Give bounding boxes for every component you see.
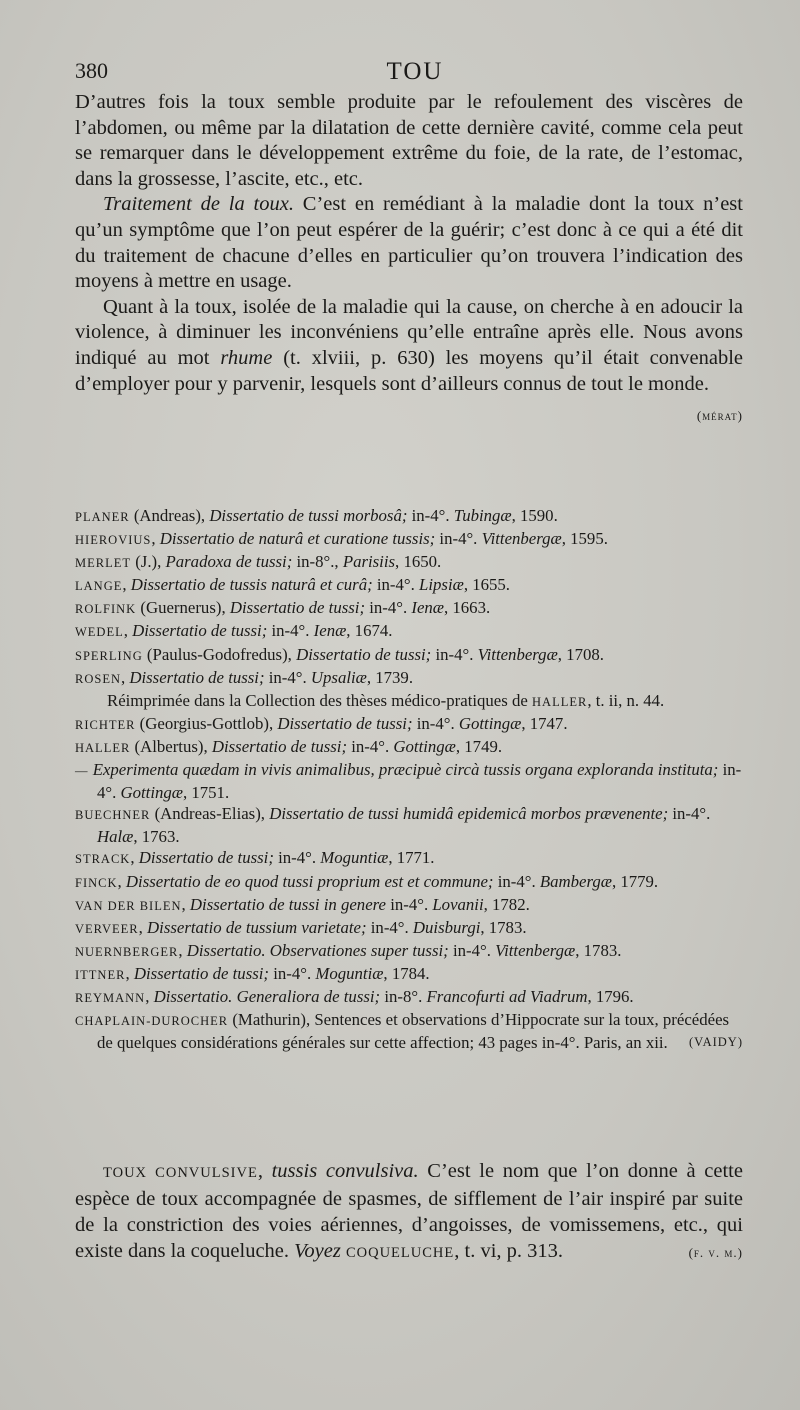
bibliography-year: , 1779. bbox=[611, 871, 659, 891]
bibliography-year: , 1708. bbox=[557, 644, 604, 664]
bibliography-entry bbox=[75, 759, 743, 803]
bibliography-title: Dissertatio de naturâ et curatione tussis; bbox=[159, 529, 436, 549]
bibliography bbox=[75, 505, 743, 1053]
bibliography-year: , 1663. bbox=[444, 598, 491, 618]
bibliography-author-detail: , bbox=[117, 871, 126, 891]
bibliography-entry bbox=[75, 551, 743, 574]
bibliography-year: , 1784. bbox=[383, 963, 430, 983]
bibliography-entry bbox=[75, 917, 743, 940]
reprint-note-tail: , t. ii, n. 44. bbox=[587, 690, 665, 710]
bibliography-format: in-4°. bbox=[366, 917, 413, 937]
bibliography-place: Halæ bbox=[97, 827, 134, 847]
bibliography-place: Bambergæ bbox=[539, 871, 612, 891]
bibliography-year: , 1590. bbox=[511, 506, 558, 525]
bibliography-title: Dissertatio de tussi; bbox=[138, 848, 274, 868]
bibliography-year: , 1796. bbox=[587, 986, 634, 1006]
paragraph-treatment-text: C’est en remédiant à la maladie dont la toux n’est qu’un symptôme que l’on peut espérer de la guérir; c’est donc à ce qui a été dit du traitement de chacune d’elles en particulier qu’on trouvera l’indication des moyens à mettre en usage. bbox=[75, 193, 743, 293]
bibliography-author: VERVEER bbox=[75, 921, 139, 936]
bibliography-entry bbox=[75, 620, 743, 643]
bibliography-author-detail: , bbox=[120, 667, 130, 687]
bibliography-author: STRACK bbox=[75, 852, 131, 867]
paragraph-causes: D’autres fois la toux semble produite par le refoulement des viscères de l’abdomen, ou même par la dilatation de cette dernière cavité, comme cela peut se remarquer dans le développement extrême du foie, de la rate, de l’estomac, dans la grossesse, l’ascite, etc., etc. bbox=[75, 91, 743, 190]
bibliography-place: Moguntiæ bbox=[315, 963, 384, 983]
author-signature-vaidy: (VAIDY) bbox=[689, 1035, 743, 1050]
bibliography-author: FINCK bbox=[75, 875, 118, 890]
bibliography-title: Dissertatio de tussi; bbox=[211, 736, 348, 756]
bibliography-author: LANGE bbox=[75, 579, 123, 594]
bibliography-title: Dissertatio de tussi morbosâ; bbox=[209, 506, 408, 525]
page-header bbox=[75, 58, 755, 88]
bibliography-place: Parisiis bbox=[342, 552, 396, 572]
reprint-note-text: Réimprimée dans la Collection des thèses médico-pratiques de bbox=[107, 690, 533, 710]
bibliography-author: REYMANN bbox=[75, 990, 146, 1005]
bibliography-year: , 1782. bbox=[483, 894, 530, 914]
bibliography-format: in-4°. bbox=[347, 736, 394, 756]
main-text bbox=[75, 90, 743, 429]
bibliography-format: in-4°. bbox=[448, 940, 496, 960]
bibliography-author-detail: (Andreas-Elias), bbox=[150, 804, 270, 824]
bibliography-title: Dissertatio de tussi humidâ epidemicâ morbos prævenente; bbox=[269, 804, 669, 824]
bibliography-title: Experimenta quædam in vivis animalibus, præcipuè circà tussis organa exploranda instituta; bbox=[92, 760, 719, 780]
bibliography-author: SPERLING bbox=[75, 648, 143, 663]
bibliography-author: ROLFINK bbox=[75, 602, 137, 617]
bibliography-place: Lipsiæ bbox=[419, 575, 464, 595]
paragraph-remedies-text-b: (t. xlviii, p. 630) les moyens qu’il était convenable d’employer pour y parvenir, lesquels sont d’ailleurs connus de tout le monde. bbox=[75, 346, 743, 395]
bibliography-author-detail: , bbox=[130, 848, 139, 868]
bibliography-title: Dissertatio. Observationes super tussi; bbox=[186, 940, 449, 960]
bibliography-place: Tubingæ bbox=[453, 506, 512, 525]
bibliography-author-detail: , bbox=[138, 917, 148, 937]
reference-tail: , t. vi, p. 313. bbox=[454, 1240, 564, 1262]
bibliography-place: Gottingæ bbox=[120, 783, 183, 803]
bibliography-author: ROSEN bbox=[75, 671, 121, 686]
bibliography-author-detail: , bbox=[123, 621, 133, 641]
bibliography-entry bbox=[75, 597, 743, 620]
bibliography-year: , 1739. bbox=[366, 667, 414, 687]
bibliography-entry bbox=[75, 528, 743, 551]
reprint-note-author: HALLER bbox=[532, 694, 588, 709]
running-head: TOU bbox=[386, 58, 444, 85]
bibliography-year: , 1749. bbox=[455, 736, 503, 756]
bibliography-place: Gottingæ bbox=[393, 736, 456, 756]
bibliography-year: , 1751. bbox=[182, 783, 230, 803]
latin-term: tussis convulsiva. bbox=[271, 1160, 419, 1182]
bibliography-author: HIEROVIUS bbox=[75, 533, 152, 548]
bibliography-format: in-4°. bbox=[412, 713, 459, 733]
bibliography-author: CHAPLAIN-DUROCHER bbox=[75, 1014, 229, 1029]
bibliography-year: , 1595. bbox=[561, 529, 608, 549]
bibliography-place: Vittenbergæ bbox=[481, 529, 562, 549]
bibliography-place: Ienæ bbox=[411, 598, 444, 618]
bibliography-author: VAN DER BILEN bbox=[75, 898, 182, 913]
bibliography-place: Ienæ bbox=[313, 621, 347, 641]
bibliography-place: Moguntiæ bbox=[320, 848, 389, 868]
bibliography-author-detail: (Albertus), bbox=[130, 736, 212, 756]
bibliography-format: in-4°. bbox=[407, 506, 454, 525]
bibliography-entry bbox=[75, 803, 743, 847]
bibliography-format: in-4°. bbox=[668, 804, 711, 824]
reprint-note bbox=[75, 690, 743, 713]
bibliography-author: PLANER bbox=[75, 510, 130, 524]
bibliography-author: — bbox=[75, 764, 89, 779]
bibliography-place: Gottingæ bbox=[458, 713, 522, 733]
cross-reference-rhume: rhume bbox=[220, 346, 273, 369]
cross-reference-coqueluche: COQUELUCHE bbox=[345, 1245, 455, 1261]
bibliography-format: in-4°. bbox=[267, 621, 314, 641]
bibliography-title: Dissertatio de tussi; bbox=[277, 713, 413, 733]
bibliography-place: Lovanii bbox=[432, 894, 484, 914]
definition-text: C’est le nom que l’on donne à cette espèce de toux accompagnée de spasmes, de sifflement de l’air inspiré par suite de la constriction des voies aériennes, d’angoisses, de vomissemens, etc., qui existe dans la coqueluche. bbox=[75, 1160, 743, 1262]
page-number: 380 bbox=[75, 58, 108, 83]
bibliography-author-detail: (Guernerus), bbox=[136, 598, 230, 618]
bibliography-year: , 1650. bbox=[395, 552, 442, 572]
bibliography-year: , 1674. bbox=[346, 621, 393, 641]
bibliography-author-detail: (Georgius-Gottlob), bbox=[135, 713, 278, 733]
section-heading-treatment: Traitement de la toux. bbox=[103, 193, 294, 216]
bibliography-entry bbox=[75, 644, 743, 667]
bibliography-entry bbox=[75, 894, 743, 917]
bibliography-year: , 1783. bbox=[480, 917, 527, 937]
bibliography-author-detail: (J.), bbox=[131, 552, 166, 572]
bibliography-title: Dissertatio de tussi; bbox=[129, 667, 265, 687]
bibliography-author: RICHTER bbox=[75, 717, 136, 732]
bibliography-entry bbox=[75, 736, 743, 759]
bibliography-entry bbox=[75, 871, 743, 894]
bibliography-format: in-4°. bbox=[264, 667, 311, 687]
voyez-label: Voyez bbox=[294, 1240, 341, 1262]
bibliography-format: in-4°. bbox=[372, 575, 420, 595]
bibliography-title: Paradoxa de tussi; bbox=[165, 552, 293, 572]
bibliography-year: , 1763. bbox=[133, 827, 180, 847]
bibliography-title: Dissertatio. Generaliora de tussi; bbox=[153, 986, 381, 1006]
bibliography-author-detail: (Andreas), bbox=[129, 506, 210, 525]
bibliography-entry bbox=[75, 986, 743, 1009]
bibliography-title: Dissertatio de tussi; bbox=[132, 621, 268, 641]
bibliography-author: WEDEL bbox=[75, 625, 124, 640]
bibliography-entry-last bbox=[75, 1009, 743, 1053]
bibliography-author: HALLER bbox=[75, 740, 131, 755]
bibliography-author-detail: , bbox=[151, 529, 160, 549]
bibliography-format: in-4°. bbox=[97, 760, 742, 803]
bibliography-entry bbox=[75, 667, 743, 690]
bibliography-format: in-4°. bbox=[493, 871, 540, 891]
bibliography-entry bbox=[75, 847, 743, 870]
bibliography-author-detail: , bbox=[178, 940, 187, 960]
author-signature-fvm: (f. v. m.) bbox=[688, 1245, 743, 1260]
bibliography-format: in-4°. bbox=[269, 963, 316, 983]
bibliography-format: in-4°. bbox=[431, 644, 478, 664]
bibliography-author: MERLET bbox=[75, 556, 131, 571]
bibliography-title: Dissertatio de eo quod tussi proprium est et commune; bbox=[125, 871, 494, 891]
bibliography-place: Francofurti ad Viadrum bbox=[426, 986, 588, 1006]
bibliography-entry bbox=[75, 713, 743, 736]
paragraph-toux-convulsive: TOUX CONVULSIVE, tussis convulsiva. C’est le nom que l’on donne à cette espèce de toux accompagnée de spasmes, de sifflement de l’air inspiré par suite de la constriction des voies aériennes, d’angoisses, de vomissemens, etc., qui existe dans la coqueluche. Voyez COQUELUCHE, t. vi, p. 313. (f. v. m.) bbox=[75, 1158, 743, 1266]
bibliography-author-detail: , bbox=[145, 986, 154, 1006]
bibliography-author: BUECHNER bbox=[75, 808, 151, 823]
bibliography-title: Dissertatio de tussi; bbox=[229, 598, 366, 618]
bibliography-year: , 1747. bbox=[521, 713, 568, 733]
paragraph-remedies-text-a: Quant à la toux, isolée de la maladie qui la cause, on cherche à en adoucir la violence, à diminuer les inconvéniens qu’elle entraîne après elle. Nous avons indiqué au mot bbox=[75, 295, 743, 369]
bibliography-format: in-4°. bbox=[365, 598, 412, 618]
bibliography-entry bbox=[75, 574, 743, 597]
bibliography-title: Dissertatio de tussis naturâ et curâ; bbox=[130, 575, 373, 595]
bibliography-place: Vittenbergæ bbox=[495, 940, 576, 960]
bibliography-author-detail: , bbox=[125, 963, 134, 983]
bibliography-entry bbox=[75, 940, 743, 963]
headword-toux-convulsive: TOUX CONVULSIVE bbox=[103, 1165, 258, 1181]
bibliography-year: , 1771. bbox=[388, 848, 435, 868]
bibliography-entry bbox=[75, 505, 743, 528]
bibliography-format: in-4°. bbox=[435, 529, 482, 549]
bibliography-text: (Mathurin), Sentences et observations d’Hippocrate sur la toux, précédées de quelques considérations générales sur cette affection; 43 pages in-4°. Paris, an xii. bbox=[97, 1010, 730, 1053]
bibliography-author-detail: , bbox=[122, 575, 131, 595]
bibliography-format: in-8°. bbox=[380, 986, 427, 1006]
paragraph-treatment bbox=[75, 192, 743, 294]
bibliography-author-detail: , bbox=[181, 894, 190, 914]
bibliography-title: Dissertatio de tussium varietate; bbox=[147, 917, 367, 937]
bibliography-place: Upsaliæ bbox=[310, 667, 367, 687]
bibliography-year: , 1655. bbox=[463, 575, 510, 595]
bibliography-entry bbox=[75, 963, 743, 986]
bibliography-place: Vittenbergæ bbox=[477, 644, 558, 664]
bibliography-title: Dissertatio de tussi; bbox=[296, 644, 432, 664]
bibliography-title: Dissertatio de tussi in genere bbox=[189, 894, 386, 914]
author-signature-merat: (mérat) bbox=[696, 408, 743, 424]
bibliography-author-detail: (Paulus-Godofredus), bbox=[142, 644, 297, 664]
entry-toux-convulsive bbox=[75, 1158, 743, 1266]
bibliography-year: , 1783. bbox=[575, 940, 622, 960]
bibliography-format: in-4°. bbox=[386, 894, 433, 914]
bibliography-format: in-4°. bbox=[273, 848, 321, 868]
bibliography-author: ITTNER bbox=[75, 967, 126, 982]
paragraph-cough-remedies bbox=[75, 295, 743, 424]
bibliography-title: Dissertatio de tussi; bbox=[133, 963, 270, 983]
bibliography-author: NUERNBERGER bbox=[75, 944, 179, 959]
bibliography-place: Duisburgi bbox=[412, 917, 481, 937]
bibliography-format: in-8°., bbox=[292, 552, 343, 572]
